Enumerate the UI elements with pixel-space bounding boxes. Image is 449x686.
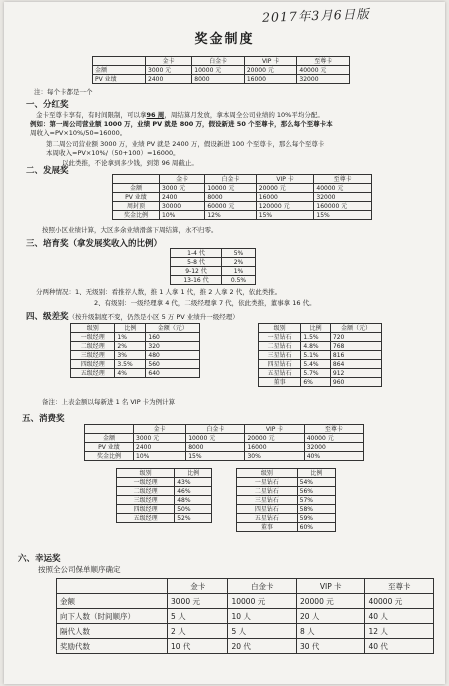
table-cell: 10000 元: [186, 434, 245, 443]
ratio-cell: 57%: [297, 496, 335, 505]
ratio-cell: 56%: [297, 487, 335, 496]
table-cell: 20 代: [228, 639, 297, 654]
level-cell: 三级经理: [117, 496, 175, 505]
table-header-row: [237, 469, 336, 478]
table-row: [85, 443, 364, 452]
document-page: [4, 2, 445, 684]
row-label: 奖金比例: [113, 211, 160, 220]
table-cell: 12%: [205, 211, 256, 220]
percent-cell: 2%: [221, 258, 255, 267]
section-heading-dividend: 一、分红奖: [26, 100, 69, 110]
table-header-cell: 至尊卡: [314, 175, 372, 184]
generation-cell: 1-4 代: [171, 249, 222, 258]
amount-cell: 864: [330, 360, 381, 369]
table-corner-cell: [57, 579, 168, 594]
table-cell: 20 人: [296, 609, 365, 624]
table-cell: 10%: [160, 211, 205, 220]
level-cell: 三星钻石: [259, 351, 301, 360]
paragraph-line: 本周收入=PV×10%/（50+100）=16000。: [46, 149, 180, 157]
level-cell: 二级经理: [71, 342, 115, 351]
table-cell: 16000: [245, 443, 304, 452]
row-label: 隔代人数: [57, 624, 168, 639]
development-note: 按照小区业绩计算，大区多余业绩滑落下周结算，永不归零。: [42, 226, 218, 234]
paragraph-line: 例如：第一周公司营业额 1000 万，业绩 PV 就是 800 万，假设新进 50 个至尊卡，那么每个至尊卡本: [30, 120, 333, 128]
level-cell: 四级经理: [117, 505, 175, 514]
level-cell: 四星钻石: [237, 505, 298, 514]
table-row: [237, 505, 336, 514]
row-label: 金额: [113, 184, 160, 193]
table-cell: 8000: [192, 75, 245, 84]
ratio-cell: 5.7%: [301, 369, 331, 378]
ratio-cell: 54%: [297, 478, 335, 487]
amount-cell: 912: [330, 369, 381, 378]
table-cell: 20000 元: [296, 594, 365, 609]
table-corner-cell: [93, 57, 146, 66]
underlined-weeks: 96 周: [146, 111, 165, 119]
pv-note: 注：每个卡都是一个: [34, 88, 93, 96]
table-row: [57, 594, 434, 609]
amount-cell: 960: [330, 378, 381, 387]
section-heading-consumption: 五、消费奖: [22, 414, 65, 424]
table-header-row: [117, 469, 212, 478]
table-row: [171, 258, 256, 267]
ratio-cell: 52%: [175, 514, 212, 523]
table-cell: 20000 元: [256, 184, 314, 193]
row-label: 金额: [93, 66, 146, 75]
table-row: [171, 276, 256, 285]
table-row: [117, 505, 212, 514]
table-header-row: [57, 579, 434, 594]
handwritten-date-note: 2017年3月6日版: [261, 6, 370, 25]
table-row: [85, 452, 364, 461]
table-row: [113, 184, 372, 193]
table-cell: 40000 元: [304, 434, 363, 443]
table-header-cell: 金额（元）: [330, 324, 381, 333]
table-header-cell: 至尊卡: [304, 425, 363, 434]
level-cell: 四级经理: [71, 360, 115, 369]
ratio-cell: 46%: [175, 487, 212, 496]
level-cell: 四星钻石: [259, 360, 301, 369]
table-header-row: [93, 57, 350, 66]
table-row: [71, 360, 200, 369]
consumption-right-table: [236, 468, 336, 532]
text-span: 金卡至尊卡享有，有时间限制，可以拿: [36, 111, 147, 119]
table-row: [171, 267, 256, 276]
table-header-cell: 级别: [117, 469, 175, 478]
row-label: 奖励代数: [57, 639, 168, 654]
table-row: [117, 487, 212, 496]
table-row: [259, 342, 382, 351]
table-header-cell: 比例: [115, 324, 146, 333]
table-cell: 15%: [186, 452, 245, 461]
table-header-cell: 金卡: [134, 425, 186, 434]
differential-left-table: [70, 323, 200, 378]
generation-cell: 5-8 代: [171, 258, 222, 267]
table-cell: 10 人: [228, 609, 297, 624]
level-cell: 二星钻石: [259, 342, 301, 351]
level-cell: 一星钻石: [259, 333, 301, 342]
paragraph-line: 以此类推，不论拿到多少钱，到第 96 周截止。: [62, 159, 198, 167]
table-cell: 16000: [256, 193, 314, 202]
text-span: ，周结算月发放，拿本周全公司业绩的 10%平均分配。: [164, 111, 324, 119]
table-header-cell: 至尊卡: [297, 57, 350, 66]
table-header-cell: 至尊卡: [365, 579, 434, 594]
table-cell: 8000: [186, 443, 245, 452]
ratio-cell: 50%: [175, 505, 212, 514]
table-corner-cell: [113, 175, 160, 184]
table-row: [117, 478, 212, 487]
table-cell: 40000 元: [297, 66, 350, 75]
section-heading-lucky: 六、幸运奖: [18, 554, 61, 564]
paragraph-line: 分两种情况：1、无级别：看推荐人数，推 1 人拿 1 代，推 2 人拿 2 代，依此类推。: [36, 288, 282, 296]
ratio-cell: 1.5%: [301, 333, 331, 342]
consumption-left-table: [116, 468, 212, 523]
level-cell: 二级经理: [117, 487, 175, 496]
amount-cell: 480: [146, 351, 200, 360]
table-cell: 10000 元: [192, 66, 245, 75]
table-cell: 40 人: [365, 609, 434, 624]
table-header-cell: 级别: [237, 469, 298, 478]
table-header-cell: 金卡: [146, 57, 192, 66]
level-cell: 二星钻石: [237, 487, 298, 496]
ratio-cell: 4%: [115, 369, 146, 378]
amount-cell: 720: [330, 333, 381, 342]
ratio-cell: 1%: [115, 333, 146, 342]
table-header-cell: VIP 卡: [245, 425, 304, 434]
development-bonus-table: [112, 174, 372, 220]
table-row: [171, 249, 256, 258]
table-cell: 8000: [205, 193, 256, 202]
table-header-cell: VIP 卡: [296, 579, 365, 594]
table-header-cell: 白金卡: [186, 425, 245, 434]
table-header-cell: VIP 卡: [256, 175, 314, 184]
ratio-cell: 60%: [297, 523, 335, 532]
ratio-cell: 43%: [175, 478, 212, 487]
table-header-row: [71, 324, 200, 333]
table-header-cell: 金额（元）: [146, 324, 200, 333]
ratio-cell: 3%: [115, 351, 146, 360]
table-cell: 40000 元: [314, 184, 372, 193]
table-corner-cell: [85, 425, 134, 434]
heading-note: （按升级制度不变，仍然是小区 5 万 PV 业绩升一级经理）: [68, 313, 239, 321]
lucky-table: [56, 578, 434, 654]
amount-cell: 320: [146, 342, 200, 351]
card-price-table: [92, 56, 350, 84]
amount-cell: 816: [330, 351, 381, 360]
table-row: [57, 609, 434, 624]
table-cell: 32000: [314, 193, 372, 202]
table-row: [93, 75, 350, 84]
table-row: [237, 514, 336, 523]
section-heading-differential: [26, 310, 239, 322]
table-header-cell: 白金卡: [192, 57, 245, 66]
amount-cell: 640: [146, 369, 200, 378]
table-cell: 20000 元: [245, 434, 304, 443]
section-heading-development: 二、发展奖: [26, 166, 69, 176]
table-cell: 60000 元: [205, 202, 256, 211]
level-cell: 董事: [237, 523, 298, 532]
table-cell: 40 代: [365, 639, 434, 654]
amount-cell: 768: [330, 342, 381, 351]
paragraph-line: 2、有级别：一级经理拿 4 代，二级经理拿 7 代，依此类推，董事拿 16 代。: [94, 299, 316, 307]
page-title: 奖金制度: [194, 32, 255, 47]
differential-right-table: [258, 323, 382, 387]
table-row: [237, 523, 336, 532]
ratio-cell: 6%: [301, 378, 331, 387]
cultivation-table: [170, 248, 256, 285]
row-label: PV 业绩: [85, 443, 134, 452]
paragraph-line: 周收入=PV×10%/50=16000。: [30, 129, 127, 137]
table-cell: 3000 元: [146, 66, 192, 75]
table-cell: 30%: [245, 452, 304, 461]
level-cell: 董事: [259, 378, 301, 387]
percent-cell: 0.5%: [221, 276, 255, 285]
table-header-row: [113, 175, 372, 184]
table-header-row: [259, 324, 382, 333]
ratio-cell: 58%: [297, 505, 335, 514]
row-label: PV 业绩: [93, 75, 146, 84]
row-label: 金额: [57, 594, 168, 609]
level-cell: 五星钻石: [237, 514, 298, 523]
table-row: [237, 487, 336, 496]
heading-text: 四、级差奖: [26, 312, 69, 322]
row-label: 向下人数（时间顺序）: [57, 609, 168, 624]
ratio-cell: 3.5%: [115, 360, 146, 369]
level-cell: 一级经理: [71, 333, 115, 342]
table-row: [57, 639, 434, 654]
table-header-cell: VIP 卡: [244, 57, 297, 66]
table-cell: 2400: [146, 75, 192, 84]
table-header-cell: 级别: [71, 324, 115, 333]
table-row: [113, 193, 372, 202]
table-row: [259, 333, 382, 342]
table-header-cell: 金卡: [160, 175, 205, 184]
table-header-cell: 白金卡: [228, 579, 297, 594]
table-header-cell: 比例: [175, 469, 212, 478]
row-label: 周封顶: [113, 202, 160, 211]
table-cell: 3000 元: [168, 594, 228, 609]
table-row: [57, 624, 434, 639]
table-header-cell: 比例: [301, 324, 331, 333]
table-row: [259, 360, 382, 369]
table-row: [259, 351, 382, 360]
table-cell: 8 人: [296, 624, 365, 639]
table-cell: 2400: [160, 193, 205, 202]
table-row: [259, 378, 382, 387]
paragraph-line: [36, 111, 324, 119]
ratio-cell: 2%: [115, 342, 146, 351]
ratio-cell: 4.8%: [301, 342, 331, 351]
percent-cell: 5%: [221, 249, 255, 258]
table-cell: 40%: [304, 452, 363, 461]
table-cell: 16000: [244, 75, 297, 84]
amount-cell: 560: [146, 360, 200, 369]
level-cell: 一星钻石: [237, 478, 298, 487]
table-cell: 2400: [134, 443, 186, 452]
table-cell: 30 代: [296, 639, 365, 654]
table-header-cell: 金卡: [168, 579, 228, 594]
differential-note: 备注：上表金额以每新进 1 名 VIP 卡为例计算: [42, 398, 176, 406]
generation-cell: 9-12 代: [171, 267, 222, 276]
percent-cell: 1%: [221, 267, 255, 276]
table-header-row: [85, 425, 364, 434]
table-header-cell: 级别: [259, 324, 301, 333]
table-row: [71, 333, 200, 342]
section-heading-cultivation: 三、培育奖（拿发展奖收入的比例）: [26, 239, 163, 249]
level-cell: 五级经理: [71, 369, 115, 378]
table-row: [85, 434, 364, 443]
table-header-cell: 比例: [297, 469, 335, 478]
amount-cell: 160: [146, 333, 200, 342]
table-cell: 30000: [160, 202, 205, 211]
table-row: [71, 369, 200, 378]
table-row: [71, 351, 200, 360]
table-row: [237, 478, 336, 487]
ratio-cell: 59%: [297, 514, 335, 523]
table-row: [259, 369, 382, 378]
paragraph-line: 第二周公司营业额 3000 万，业绩 PV 就是 2400 万，假设新进 100 个至尊卡，那么每个至尊卡: [46, 140, 325, 148]
table-cell: 12 人: [365, 624, 434, 639]
consumption-table: [84, 424, 364, 461]
ratio-cell: 5.1%: [301, 351, 331, 360]
row-label: 奖金比例: [85, 452, 134, 461]
table-cell: 5 人: [228, 624, 297, 639]
row-label: PV 业绩: [113, 193, 160, 202]
table-cell: 160000 元: [314, 202, 372, 211]
table-cell: 10000 元: [205, 184, 256, 193]
row-label: 金额: [85, 434, 134, 443]
table-row: [113, 211, 372, 220]
table-cell: 15%: [256, 211, 314, 220]
table-row: [71, 342, 200, 351]
table-cell: 5 人: [168, 609, 228, 624]
lucky-subtitle: 按照全公司保单顺序确定: [38, 565, 121, 574]
level-cell: 一级经理: [117, 478, 175, 487]
table-row: [93, 66, 350, 75]
table-cell: 2 人: [168, 624, 228, 639]
table-cell: 40000 元: [365, 594, 434, 609]
level-cell: 五星钻石: [259, 369, 301, 378]
table-row: [117, 496, 212, 505]
ratio-cell: 48%: [175, 496, 212, 505]
ratio-cell: 5.4%: [301, 360, 331, 369]
table-cell: 32000: [297, 75, 350, 84]
level-cell: 三级经理: [71, 351, 115, 360]
table-cell: 10000 元: [228, 594, 297, 609]
generation-cell: 13-16 代: [171, 276, 222, 285]
level-cell: 五级经理: [117, 514, 175, 523]
table-row: [237, 496, 336, 505]
table-header-cell: 白金卡: [205, 175, 256, 184]
table-cell: 3000 元: [160, 184, 205, 193]
table-cell: 120000 元: [256, 202, 314, 211]
table-cell: 15%: [314, 211, 372, 220]
table-cell: 20000 元: [244, 66, 297, 75]
table-cell: 10 代: [168, 639, 228, 654]
level-cell: 三星钻石: [237, 496, 298, 505]
table-row: [113, 202, 372, 211]
table-cell: 32000: [304, 443, 363, 452]
table-cell: 3000 元: [134, 434, 186, 443]
table-cell: 10%: [134, 452, 186, 461]
table-row: [117, 514, 212, 523]
